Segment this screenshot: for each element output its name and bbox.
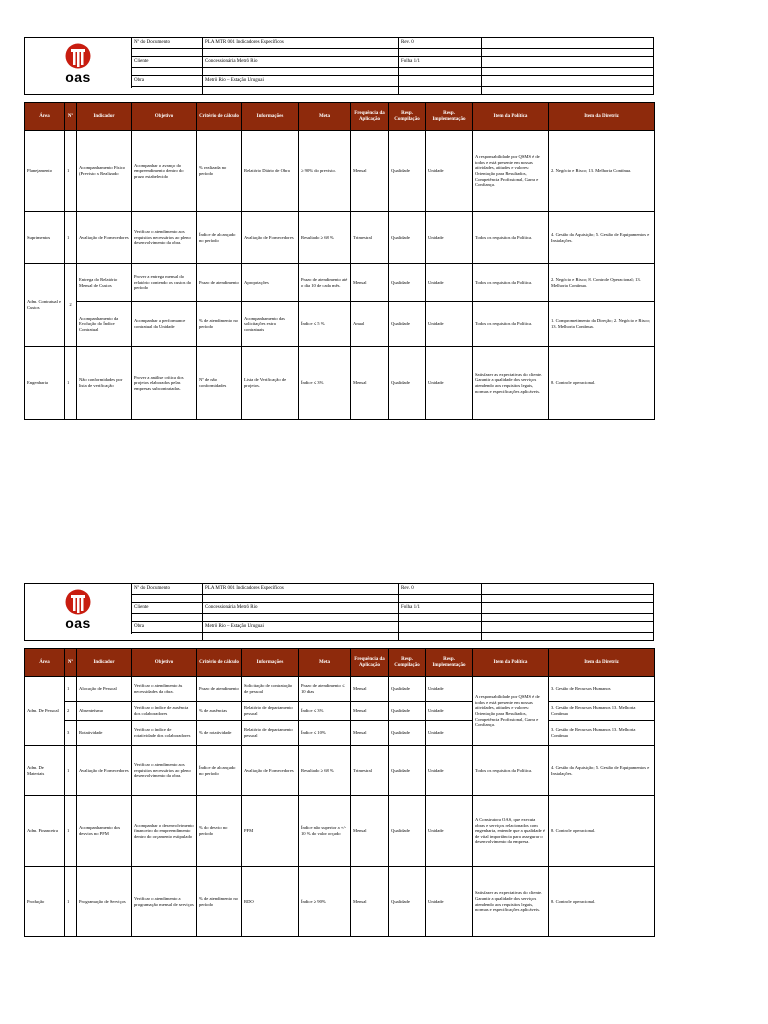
- cell-impl: Unidade: [426, 212, 473, 264]
- cell-area: Adm. De Materiais: [25, 746, 65, 796]
- oas-logo-icon: [65, 589, 91, 615]
- cell-indicador: Alocação de Pessoal: [77, 677, 132, 702]
- cell-meta: ≥ 90% do previsto.: [299, 131, 351, 212]
- rev-label: Rev. 0: [399, 38, 482, 48]
- cell-politica: Todos os requisitos da Política.: [473, 746, 549, 796]
- doc-label: Nº do Documento: [132, 584, 203, 594]
- cell-politica: Todos os requisitos da Política.: [473, 212, 549, 264]
- cell-comp: Qualidade: [389, 212, 426, 264]
- cell-freq: Mensal: [351, 721, 389, 746]
- col-indicador: Indicador: [77, 649, 132, 677]
- cell-freq: Trimestral: [351, 212, 389, 264]
- cell-comp: Qualidade: [389, 721, 426, 746]
- table-row: [25, 212, 655, 264]
- cell-freq: Mensal: [351, 264, 389, 302]
- cell-comp: Qualidade: [389, 677, 426, 702]
- cell-meta: Índice ≤ 3%: [299, 702, 351, 721]
- cell-freq: Trimestral: [351, 746, 389, 796]
- cell-indicador: Não conformidades por lista de verificação: [77, 347, 132, 420]
- indicators-table-page-2: [24, 648, 655, 937]
- cell-freq: Mensal: [351, 677, 389, 702]
- col-informacoes: Informações: [242, 649, 299, 677]
- cell-indicador: Acompanhamento dos desvios no PFM: [77, 796, 132, 867]
- cell-criterio: % de atendimento no período: [197, 867, 242, 937]
- cell-num: 1: [65, 867, 77, 937]
- col-item-diretriz: Item da Diretriz: [549, 103, 655, 131]
- cell-diretriz: 4. Gestão da Aquisição; 5. Gestão de Equipamentos e Instalações.: [549, 746, 655, 796]
- table-row: [25, 264, 655, 302]
- client-label: Cliente: [132, 57, 203, 67]
- cell-objetivo: Acompanhar o avanço do empreendimento dentro do prazo estabelecido: [132, 131, 197, 212]
- cell-area: Produção: [25, 867, 65, 937]
- col-item-diretriz: Item da Diretriz: [549, 649, 655, 677]
- col-resp-implementacao: Resp. Implementação: [426, 649, 473, 677]
- cell-politica: Satisfazer as expectativas do cliente. Garantir a qualidade dos serviços atendendo aos requisitos legais, normas e especificações aplicáveis.: [473, 347, 549, 420]
- cell-objetivo: Prover a análise crítica dos projetos elaborados pelas empresas subcontratadas.: [132, 347, 197, 420]
- rev-label: Rev. 0: [399, 584, 482, 594]
- cell-diretriz: 3. Gestão de Recursos Humanos 13. Melhoria Contínua: [549, 702, 655, 721]
- cell-impl: Unidade: [426, 702, 473, 721]
- cell-num: 2: [65, 702, 77, 721]
- table-row: [25, 721, 655, 746]
- col-objetivo: Objetivo: [132, 103, 197, 131]
- cell-indicador: Absenteísmo: [77, 702, 132, 721]
- table-row: [25, 796, 655, 867]
- cell-comp: Qualidade: [389, 867, 426, 937]
- doc-label: Nº do Documento: [132, 38, 203, 48]
- folha-label: Folha 1/1: [399, 603, 482, 613]
- cell-num: 3: [65, 721, 77, 746]
- cell-impl: Unidade: [426, 677, 473, 702]
- cell-criterio: % de rotatividade: [197, 721, 242, 746]
- cell-num: 1: [65, 212, 77, 264]
- cell-objetivo: Verificar o índice de rotatividade dos colaboradores: [132, 721, 197, 746]
- cell-impl: Unidade: [426, 867, 473, 937]
- cell-politica: Todos os requisitos da Política.: [473, 264, 549, 302]
- cell-indicador: Entrega do Relatório Mensal de Custos: [77, 264, 132, 302]
- cell-info: Solicitação de contratação de pessoal: [242, 677, 299, 702]
- oas-logo-icon: [65, 43, 91, 69]
- cell-area: Planejamento: [25, 131, 65, 212]
- cell-num: 1: [65, 746, 77, 796]
- cell-criterio: Nº de não conformidades: [197, 347, 242, 420]
- col-num: Nº: [65, 649, 77, 677]
- col-objetivo: Objetivo: [132, 649, 197, 677]
- indicators-table-page-1: [24, 102, 655, 420]
- client-value: Concessionária Metrô Rio: [203, 603, 399, 613]
- cell-info: Relatório Diário de Obra: [242, 131, 299, 212]
- cell-objetivo: Verificar o atendimento aos requisitos necessários ao pleno desenvolvimento da obra.: [132, 212, 197, 264]
- obra-label: Obra: [132, 622, 203, 632]
- col-frequencia: Frequência da Aplicação: [351, 103, 389, 131]
- cell-impl: Unidade: [426, 131, 473, 212]
- col-resp-compilacao: Resp. Compilação: [389, 649, 426, 677]
- cell-objetivo: Acompanhar o desenvolvimento financeiro do empreendimento dentro do orçamento estipulado: [132, 796, 197, 867]
- cell-diretriz: 1. Comprometimento da Direção; 2. Negócio e Risco; 13. Melhoria Contínua.: [549, 302, 655, 347]
- table-row: [25, 702, 655, 721]
- obra-label: Obra: [132, 76, 203, 86]
- cell-comp: Qualidade: [389, 796, 426, 867]
- cell-criterio: % do desvio no período: [197, 796, 242, 867]
- cell-objetivo: Verificar o atendimento a programação mensal de serviços: [132, 867, 197, 937]
- cell-comp: Qualidade: [389, 302, 426, 347]
- col-criterio: Critério de cálculo: [197, 103, 242, 131]
- cell-criterio: % de atendimento no período: [197, 302, 242, 347]
- col-meta: Meta: [299, 649, 351, 677]
- header-meta: [132, 584, 653, 640]
- table-row: [25, 302, 655, 347]
- cell-info: RDO: [242, 867, 299, 937]
- cell-info: Acompanhamento das solicitações extra contratuais: [242, 302, 299, 347]
- cell-indicador: Rotatividade: [77, 721, 132, 746]
- col-resp-implementacao: Resp. Implementação: [426, 103, 473, 131]
- cell-freq: Mensal: [351, 702, 389, 721]
- cell-freq: Anual: [351, 302, 389, 347]
- cell-indicador: Programação de Serviços: [77, 867, 132, 937]
- header-meta: [132, 38, 653, 94]
- cell-info: Relatório de departamento pessoal: [242, 721, 299, 746]
- cell-info: Apropriações: [242, 264, 299, 302]
- cell-criterio: % de ausências: [197, 702, 242, 721]
- cell-criterio: % realizada no período: [197, 131, 242, 212]
- col-area: Área: [25, 649, 65, 677]
- cell-area: Adm. Contratual e Custos: [25, 264, 65, 347]
- cell-objetivo: Acompanhar a performance contratual da Unidade: [132, 302, 197, 347]
- folha-label: Folha 1/1: [399, 57, 482, 67]
- cell-info: Avaliação de Fornecedores: [242, 746, 299, 796]
- col-resp-compilacao: Resp. Compilação: [389, 103, 426, 131]
- cell-meta: Prazo de atendimento ≤ 10 dias: [299, 677, 351, 702]
- cell-politica: A responsabilidade por QSMS é de todos e está presente em nossas atividades, atitudes e valores: Orientação para Resultados, Competência Profissional, Garra e Confiança.: [473, 131, 549, 212]
- table-header-row: [25, 649, 655, 677]
- cell-diretriz: 3. Gestão de Recursos Humanos 13. Melhoria Contínua: [549, 721, 655, 746]
- client-value: Concessionária Metrô Rio: [203, 57, 399, 67]
- col-meta: Meta: [299, 103, 351, 131]
- cell-impl: Unidade: [426, 796, 473, 867]
- sheet-page-1: [24, 37, 654, 420]
- cell-criterio: Índice de alcançado no período: [197, 746, 242, 796]
- cell-diretriz: 2. Negócio e Risco; 13. Melhoria Contínua.: [549, 131, 655, 212]
- cell-meta: Índice ≤ 5 %: [299, 302, 351, 347]
- cell-area: Suprimentos: [25, 212, 65, 264]
- cell-objetivo: Verificar o atendimento às necessidades da obra.: [132, 677, 197, 702]
- document-header: [24, 37, 654, 95]
- col-criterio: Critério de cálculo: [197, 649, 242, 677]
- cell-info: Relatório de departamento pessoal: [242, 702, 299, 721]
- cell-freq: Mensal: [351, 131, 389, 212]
- cell-politica: Satisfazer as expectativas do cliente. Garantir a qualidade dos serviços atendendo aos requisitos legais, normas e especificações aplicáveis.: [473, 867, 549, 937]
- cell-comp: Qualidade: [389, 264, 426, 302]
- cell-indicador: Avaliação de Fornecedores: [77, 212, 132, 264]
- cell-num: 1: [65, 796, 77, 867]
- cell-comp: Qualidade: [389, 347, 426, 420]
- cell-info: PFM: [242, 796, 299, 867]
- cell-area: Engenharia: [25, 347, 65, 420]
- table-row: [25, 867, 655, 937]
- cell-indicador: Acompanhamento da Evolução do Índice Contratual: [77, 302, 132, 347]
- cell-impl: Unidade: [426, 264, 473, 302]
- cell-area: Adm. De Pessoal: [25, 677, 65, 746]
- cell-indicador: Acompanhamento Físico (Previsto x Realizado: [77, 131, 132, 212]
- company-logo: [25, 38, 132, 88]
- table-row: [25, 347, 655, 420]
- cell-meta: Índice ≤ 3%: [299, 347, 351, 420]
- company-logo: [25, 584, 132, 634]
- table-row: [25, 131, 655, 212]
- doc-value: PLA MTR 001 Indicadores Específicos: [203, 38, 399, 48]
- cell-impl: Unidade: [426, 746, 473, 796]
- cell-meta: Índice não superior a +/- 10 % do valor orçado: [299, 796, 351, 867]
- cell-meta: Resultado ≥ 68 %: [299, 212, 351, 264]
- cell-objetivo: Prover a entrega mensal do relatório contendo os custos do período: [132, 264, 197, 302]
- cell-politica: A Construtora OAS, que executa obras e serviços relacionados com engenharia, entende que a qualidade é de vital importância para assegurar o desenvolvimento da empresa.: [473, 796, 549, 867]
- obra-value: Metrô Rio – Estação Uruguai: [203, 622, 399, 632]
- cell-freq: Mensal: [351, 867, 389, 937]
- logo-text: oas: [65, 68, 91, 85]
- table-row: [25, 746, 655, 796]
- cell-indicador: Avaliação de Fornecedores: [77, 746, 132, 796]
- table-header-row: [25, 103, 655, 131]
- col-num: Nº: [65, 103, 77, 131]
- col-area: Área: [25, 103, 65, 131]
- cell-num: 1: [65, 131, 77, 212]
- col-indicador: Indicador: [77, 103, 132, 131]
- cell-diretriz: 8. Controle operacional.: [549, 867, 655, 937]
- cell-info: Avaliação de Fornecedores: [242, 212, 299, 264]
- cell-impl: Unidade: [426, 347, 473, 420]
- cell-num: 1: [65, 677, 77, 702]
- col-item-politica: Item da Política: [473, 649, 549, 677]
- cell-impl: Unidade: [426, 721, 473, 746]
- client-label: Cliente: [132, 603, 203, 613]
- cell-comp: Qualidade: [389, 131, 426, 212]
- col-frequencia: Frequência da Aplicação: [351, 649, 389, 677]
- cell-politica: Todos os requisitos da Política.: [473, 302, 549, 347]
- cell-comp: Qualidade: [389, 702, 426, 721]
- cell-meta: Índice ≥ 90%: [299, 867, 351, 937]
- cell-objetivo: Verificar o atendimento aos requisitos necessários ao pleno desenvolvimento da obra.: [132, 746, 197, 796]
- cell-freq: Mensal: [351, 796, 389, 867]
- cell-politica: A responsabilidade por QSMS é de todos e está presente em nossas atividades, atitudes e valores: Orientação para Resultados, Competência Profissional, Garra e Confiança.: [473, 677, 549, 746]
- table-row: [25, 677, 655, 702]
- cell-criterio: Prazo de atendimento: [197, 264, 242, 302]
- cell-impl: Unidade: [426, 302, 473, 347]
- obra-value: Metrô Rio – Estação Uruguai: [203, 76, 399, 86]
- col-informacoes: Informações: [242, 103, 299, 131]
- cell-meta: Índice ≤ 10%: [299, 721, 351, 746]
- cell-comp: Qualidade: [389, 746, 426, 796]
- cell-criterio: Prazo de atendimento: [197, 677, 242, 702]
- doc-value: PLA MTR 001 Indicadores Específicos: [203, 584, 399, 594]
- cell-diretriz: 2. Negócio e Risco; 8. Controle Operacional; 13. Melhoria Contínua.: [549, 264, 655, 302]
- cell-diretriz: 3. Gestão de Recursos Humanos: [549, 677, 655, 702]
- cell-meta: Prazo de atendimento até o dia 10 de cada mês.: [299, 264, 351, 302]
- document-header: [24, 583, 654, 641]
- logo-text: oas: [65, 614, 91, 631]
- cell-diretriz: 8. Controle operacional.: [549, 796, 655, 867]
- cell-meta: Resultado ≥ 68 %: [299, 746, 351, 796]
- cell-criterio: Índice de alcançado no período: [197, 212, 242, 264]
- cell-objetivo: Verificar o índice de ausência dos colaboradores: [132, 702, 197, 721]
- cell-info: Lista de Verificação de projetos.: [242, 347, 299, 420]
- cell-diretriz: 8. Controle operacional.: [549, 347, 655, 420]
- col-item-politica: Item da Política: [473, 103, 549, 131]
- cell-area: Adm. Financeira: [25, 796, 65, 867]
- cell-diretriz: 4. Gestão da Aquisição; 5. Gestão de Equipamentos e Instalações.: [549, 212, 655, 264]
- sheet-page-2: [24, 583, 654, 937]
- cell-freq: Mensal: [351, 347, 389, 420]
- cell-num: 1: [65, 347, 77, 420]
- cell-num: 2: [65, 264, 77, 347]
